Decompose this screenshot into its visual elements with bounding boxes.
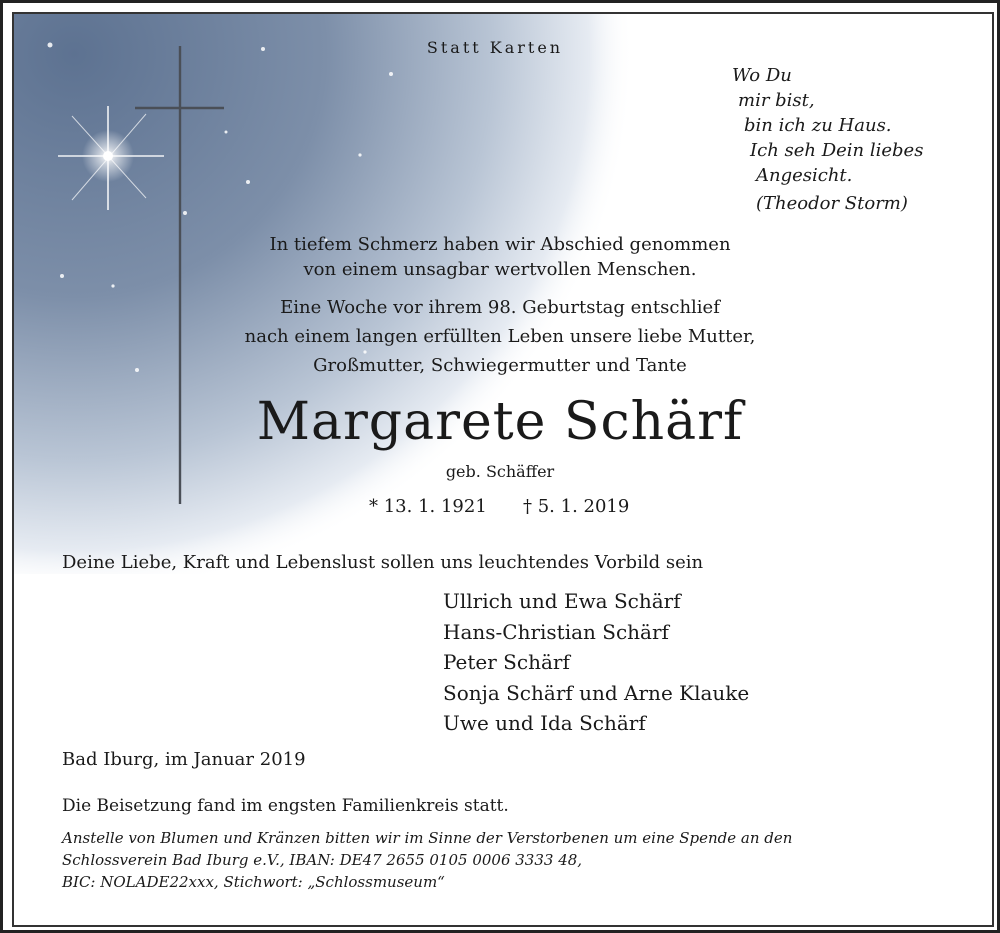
poem-line: Ich seh Dein liebes <box>750 140 924 161</box>
birth-name: geb. Schäffer <box>445 462 555 481</box>
poem-author: (Theodor Storm) <box>756 193 908 214</box>
birth-date: * 13. 1. 1921 <box>369 496 487 517</box>
deceased-name: Margarete Schärf <box>256 392 744 452</box>
mourner-name: Sonja Schärf und Arne Klauke <box>443 680 750 705</box>
intro-paragraph <box>0 232 1000 282</box>
motto: Deine Liebe, Kraft und Lebenslust sollen uns leuchtendes Vorbild sein <box>62 552 704 573</box>
poem-line: Wo Du <box>732 65 792 86</box>
death-date: † 5. 1. 2019 <box>523 496 630 517</box>
mourners-list <box>443 586 749 739</box>
place-and-date: Bad Iburg, im Januar 2019 <box>62 749 306 770</box>
donation-request <box>62 827 792 893</box>
donation-line: Schlossverein Bad Iburg e.V., IBAN: DE47 2655 0105 0006 3333 48, <box>62 851 583 869</box>
announcement-line: Großmutter, Schwiegermutter und Tante <box>313 355 687 376</box>
poem-line: Angesicht. <box>756 165 853 186</box>
announcement-paragraph <box>0 293 1000 380</box>
mourner-name: Hans-Christian Schärf <box>443 619 669 644</box>
header-statt-karten: Statt Karten <box>426 38 564 57</box>
donation-line: Anstelle von Blumen und Kränzen bitten wir im Sinne der Verstorbenen um eine Spende an den <box>62 829 793 847</box>
announcement-line: Eine Woche vor ihrem 98. Geburtstag entschlief <box>280 297 720 318</box>
donation-line: BIC: NOLADE22xxx, Stichwort: „Schlossmuseum“ <box>62 873 445 891</box>
announcement-line: nach einem langen erfüllten Leben unsere liebe Mutter, <box>244 326 756 347</box>
poem-line: mir bist, <box>738 90 815 111</box>
burial-note: Die Beisetzung fand im engsten Familienkreis statt. <box>62 796 509 816</box>
intro-line: In tiefem Schmerz haben wir Abschied genommen <box>269 234 731 255</box>
mourner-name: Ullrich und Ewa Schärf <box>443 589 681 613</box>
mourner-name: Peter Schärf <box>443 650 570 674</box>
intro-line: von einem unsagbar wertvollen Menschen. <box>303 259 697 280</box>
poem-line: bin ich zu Haus. <box>744 115 892 136</box>
mourner-name: Uwe und Ida Schärf <box>443 711 646 735</box>
